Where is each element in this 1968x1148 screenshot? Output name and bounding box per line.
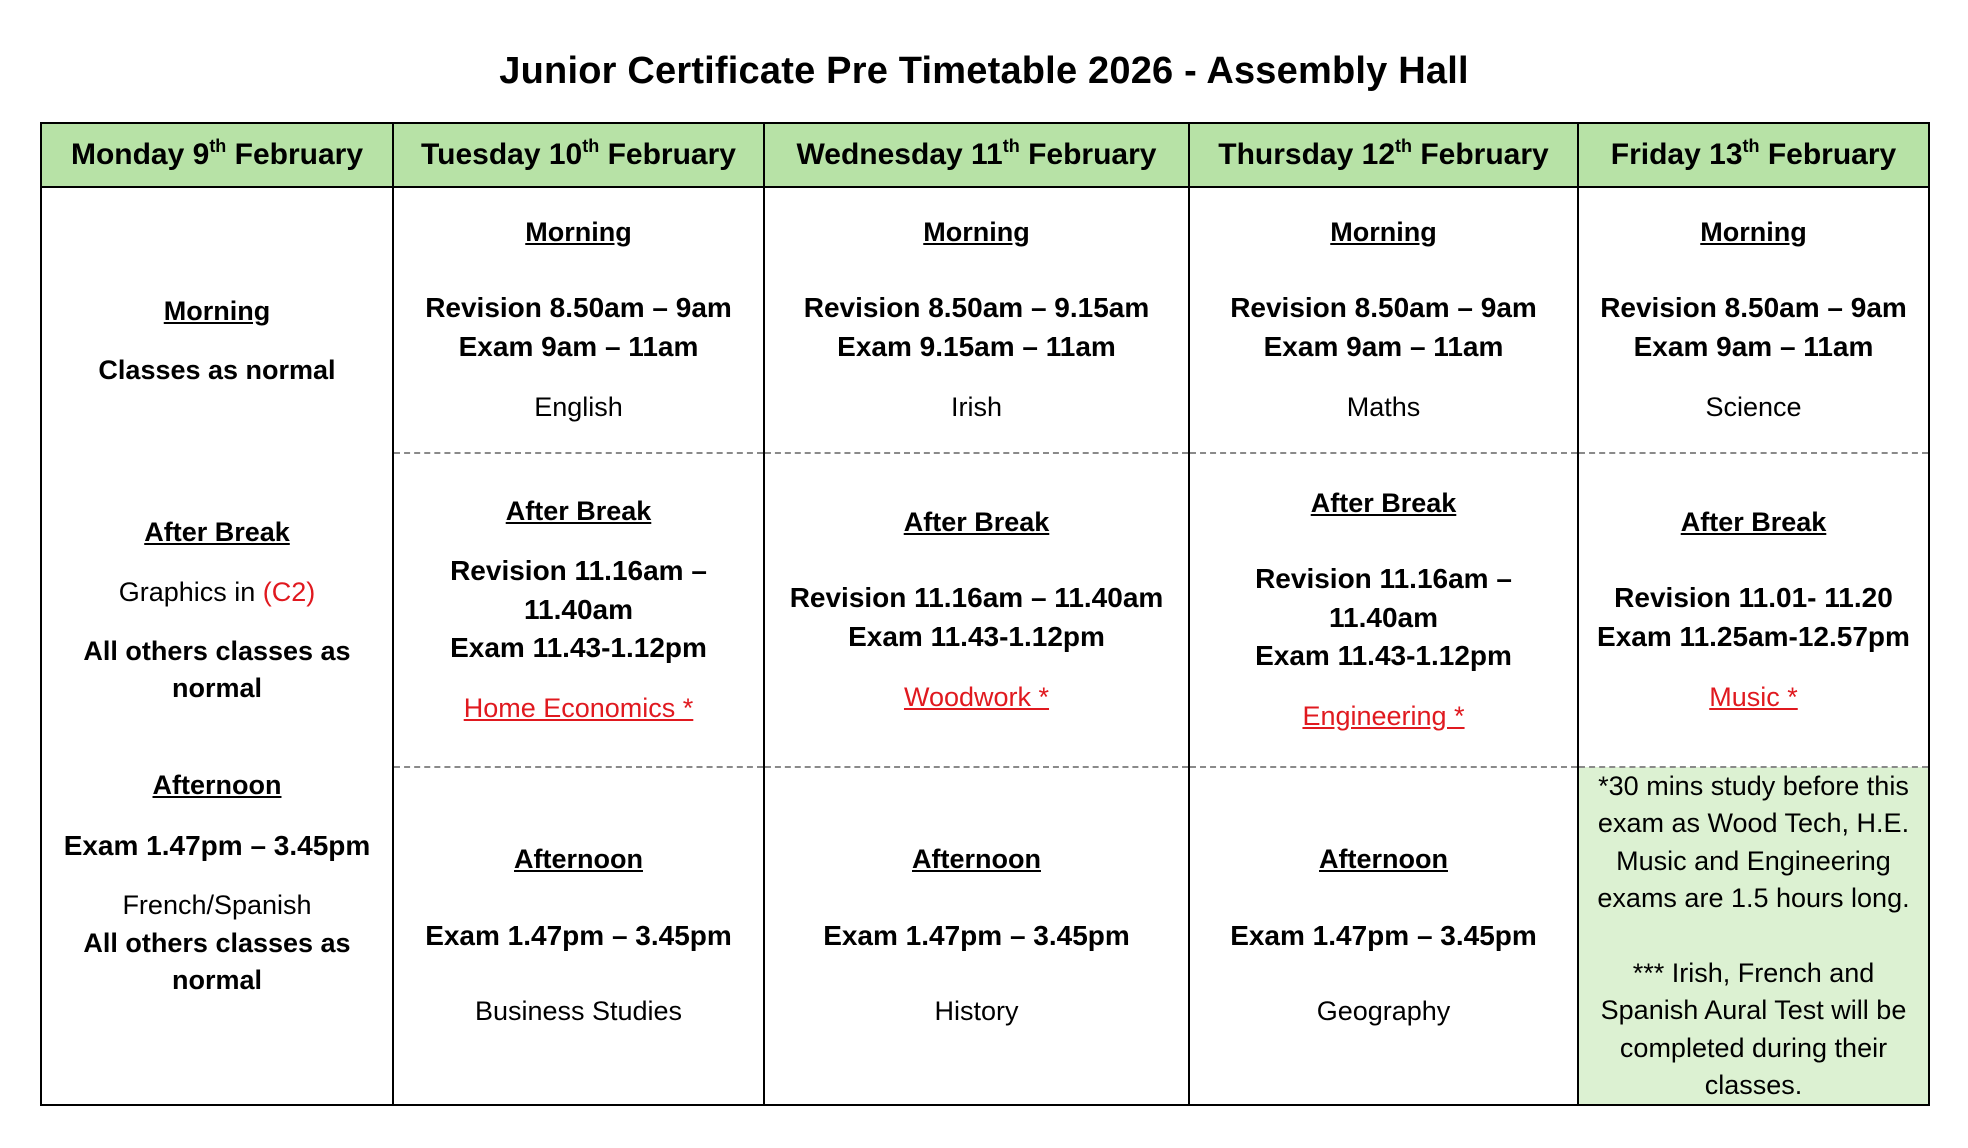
tuesday-break-exam: Exam 11.43-1.12pm xyxy=(450,632,707,664)
friday-note-aural: *** Irish, French and Spanish Aural Test will be completed during their classes. xyxy=(1600,958,1907,1100)
wednesday-break-subject: Woodwork * xyxy=(903,681,1050,712)
thursday-afternoon-exam: Exam 1.47pm – 3.45pm xyxy=(1230,919,1537,951)
wednesday-afternoon-subject: History xyxy=(934,996,1019,1027)
monday-afternoon-others: All others classes as normal xyxy=(83,927,351,995)
friday-break-revision: Revision 11.01- 11.20 xyxy=(1614,582,1893,614)
friday-morning-heading: Morning xyxy=(1700,217,1807,248)
thursday-break-heading: After Break xyxy=(1310,487,1457,518)
monday-break-heading: After Break xyxy=(144,517,290,548)
header-row xyxy=(41,123,1929,187)
thursday-morning-exam: Exam 9am – 11am xyxy=(1263,331,1504,362)
header-wednesday: Wednesday 11th February xyxy=(764,123,1189,187)
tuesday-afternoon-subject: Business Studies xyxy=(474,996,683,1027)
timetable xyxy=(40,122,1930,1106)
header-thursday: Thursday 12th February xyxy=(1189,123,1578,187)
friday-morning-subject: Science xyxy=(1705,391,1802,422)
friday-morning-exam: Exam 9am – 11am xyxy=(1633,331,1874,362)
wednesday-morning-subject: Irish xyxy=(950,391,1002,422)
thursday-break-subject: Engineering * xyxy=(1302,700,1465,731)
friday-notes-cell xyxy=(1578,767,1929,1105)
tuesday-morning-subject: English xyxy=(534,391,623,422)
wednesday-morning-exam: Exam 9.15am – 11am xyxy=(837,331,1116,362)
wednesday-morning-heading: Morning xyxy=(923,217,1030,248)
monday-afternoon-exam: Exam 1.47pm – 3.45pm xyxy=(63,829,371,861)
tuesday-break-subject: Home Economics * xyxy=(463,692,694,723)
thursday-afternoon-cell xyxy=(1189,767,1578,1105)
monday-morning-text: Classes as normal xyxy=(98,355,336,386)
thursday-afternoon-heading: Afternoon xyxy=(1319,844,1448,875)
tuesday-afternoon-exam: Exam 1.47pm – 3.45pm xyxy=(425,919,732,951)
thursday-break-cell xyxy=(1189,453,1578,767)
friday-note-duration: *30 mins study before this exam as Wood Tech, H.E. Music and Engineering exams are 1.5 hours long. xyxy=(1597,771,1910,913)
wednesday-morning-cell xyxy=(764,187,1189,453)
friday-morning-cell xyxy=(1578,187,1929,453)
wednesday-afternoon-heading: Afternoon xyxy=(912,844,1041,875)
wednesday-break-exam: Exam 11.43-1.12pm xyxy=(848,621,1105,652)
header-tuesday: Tuesday 10th February xyxy=(393,123,764,187)
monday-break-graphics: Graphics in (C2) xyxy=(118,576,316,607)
thursday-morning-subject: Maths xyxy=(1346,391,1421,422)
monday-break-others: All others classes as normal xyxy=(83,635,351,704)
tuesday-afternoon-heading: Afternoon xyxy=(514,844,643,875)
tuesday-break-cell xyxy=(393,453,764,767)
friday-break-subject: Music * xyxy=(1709,681,1798,712)
tuesday-morning-exam: Exam 9am – 11am xyxy=(458,331,699,362)
friday-break-heading: After Break xyxy=(1680,507,1827,538)
wednesday-afternoon-exam: Exam 1.47pm – 3.45pm xyxy=(823,919,1130,951)
wednesday-break-heading: After Break xyxy=(903,507,1050,538)
monday-afternoon-subject: French/Spanish xyxy=(122,890,312,921)
tuesday-break-revision: Revision 11.16am – 11.40am xyxy=(450,555,707,625)
wednesday-morning-revision: Revision 8.50am – 9.15am xyxy=(803,292,1150,324)
monday-morning-heading: Morning xyxy=(163,295,271,326)
tuesday-afternoon-cell xyxy=(393,767,764,1105)
thursday-break-exam: Exam 11.43-1.12pm xyxy=(1255,640,1512,672)
friday-break-exam: Exam 11.25am-12.57pm xyxy=(1597,621,1910,652)
thursday-break-revision: Revision 11.16am – 11.40am xyxy=(1255,563,1512,633)
page-title: Junior Certificate Pre Timetable 2026 - Assembly Hall xyxy=(499,50,1469,92)
wednesday-break-cell xyxy=(764,453,1189,767)
tuesday-break-heading: After Break xyxy=(505,495,652,526)
friday-morning-revision: Revision 8.50am – 9am xyxy=(1600,292,1907,324)
thursday-afternoon-subject: Geography xyxy=(1316,996,1451,1027)
monday-cell xyxy=(41,187,393,1105)
wednesday-afternoon-cell xyxy=(764,767,1189,1105)
thursday-morning-revision: Revision 8.50am – 9am xyxy=(1230,292,1537,324)
thursday-morning-cell xyxy=(1189,187,1578,453)
header-monday: Monday 9th February xyxy=(41,123,393,187)
tuesday-morning-revision: Revision 8.50am – 9am xyxy=(425,292,732,324)
tuesday-morning-heading: Morning xyxy=(525,217,632,248)
header-friday: Friday 13th February xyxy=(1578,123,1929,187)
monday-break-room: (C2) xyxy=(262,576,316,607)
friday-break-cell xyxy=(1578,453,1929,767)
monday-afternoon-heading: Afternoon xyxy=(152,770,282,801)
wednesday-break-revision: Revision 11.16am – 11.40am xyxy=(789,582,1164,614)
thursday-morning-heading: Morning xyxy=(1330,217,1437,248)
morning-row xyxy=(41,187,1929,453)
tuesday-morning-cell xyxy=(393,187,764,453)
